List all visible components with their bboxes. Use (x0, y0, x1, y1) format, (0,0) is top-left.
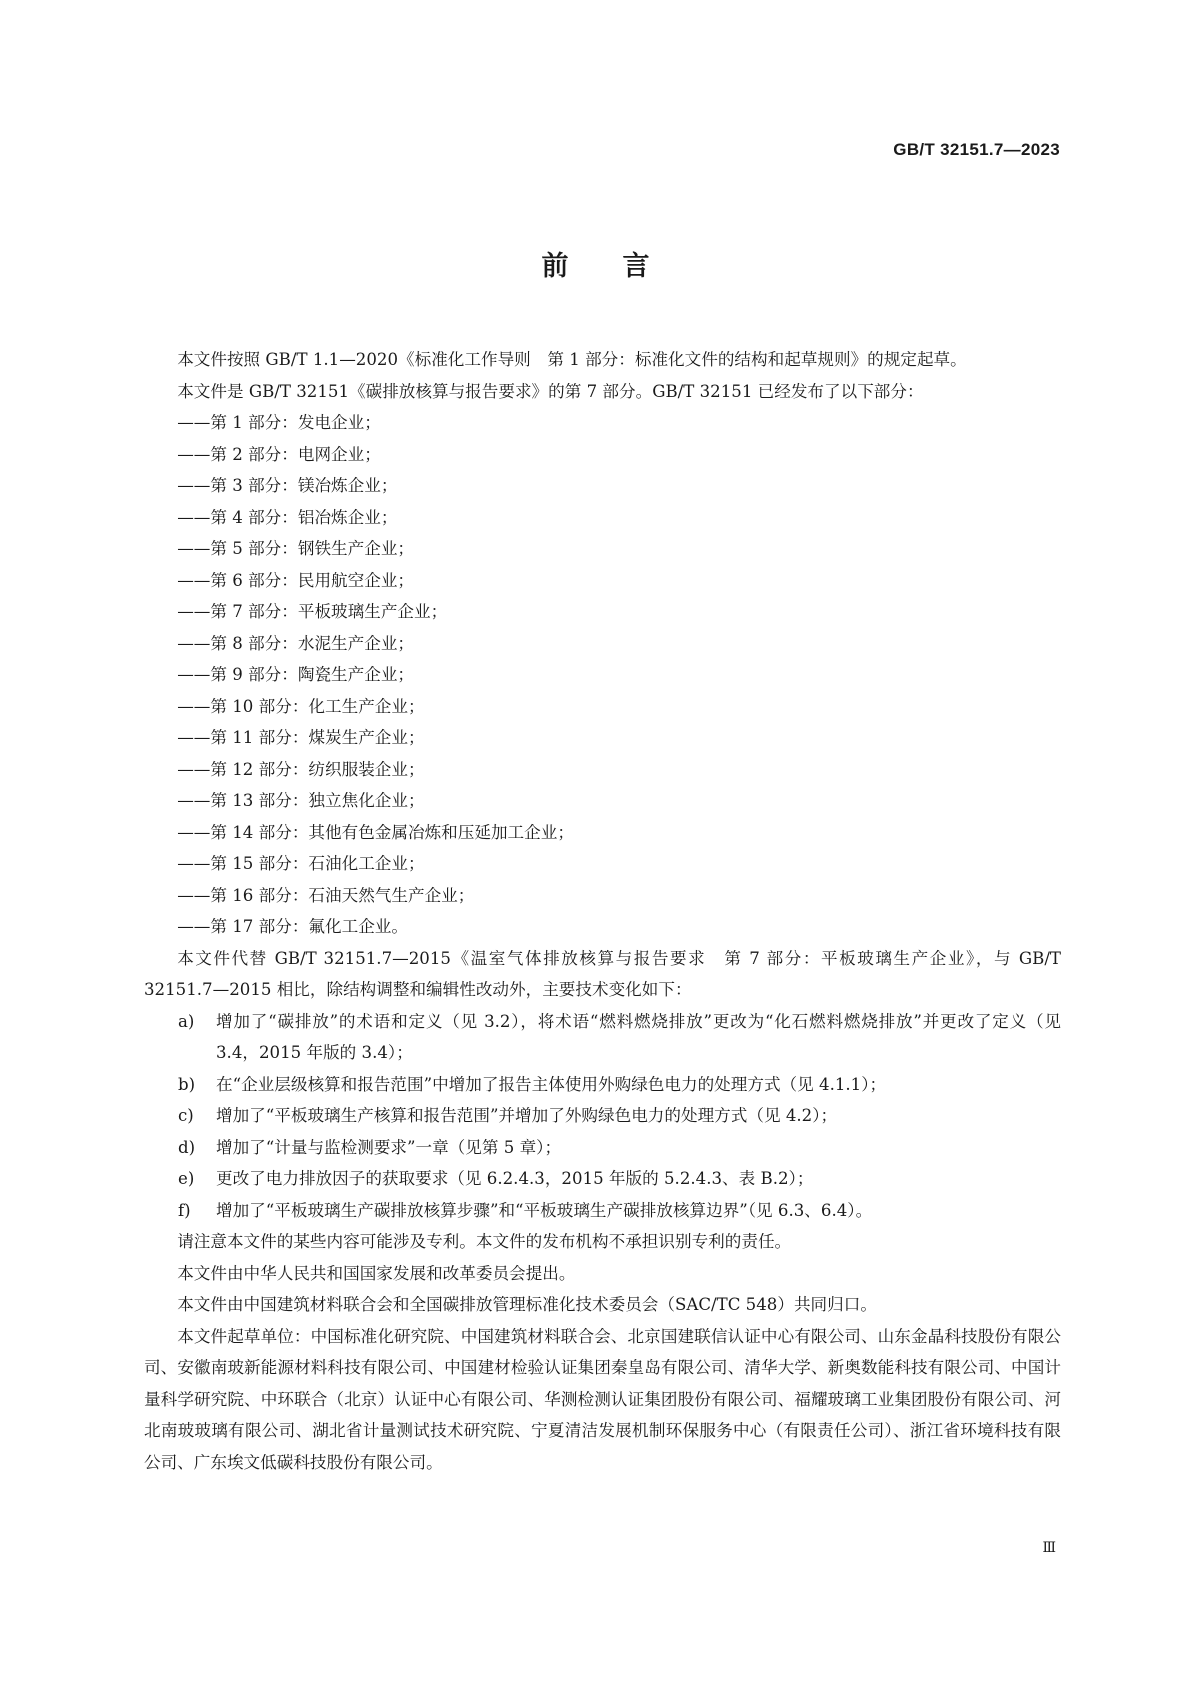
intro-paragraph-parts: 本文件是 GB/T 32151《碳排放核算与报告要求》的第 7 部分。GB/T 32151 已经发布了以下部分： (177, 381, 924, 401)
list-item: ——第 17 部分：氟化工企业。 (177, 917, 408, 936)
item-text: 增加了“计量与监检测要求”一章（见第 5 章）； (216, 1137, 562, 1157)
list-item: ——第 4 部分：铝冶炼企业； (177, 507, 398, 527)
item-label: d) (178, 1137, 196, 1157)
list-item (144, 1132, 1061, 1164)
list-item: ——第 6 部分：民用航空企业； (177, 570, 415, 590)
list-item: ——第 9 部分：陶瓷生产企业； (177, 665, 415, 684)
list-item: ——第 3 部分：镁冶炼企业； (177, 476, 398, 495)
list-item (144, 1195, 1061, 1227)
intro-paragraph-drafting: 本文件按照 GB/T 1.1—2020《标准化工作导则 第 1 部分：标准化文件的结构和起草规则》的规定起草。 (177, 350, 967, 369)
item-label: c) (178, 1106, 194, 1125)
list-item: ——第 11 部分：煤炭生产企业； (177, 728, 425, 747)
management-paragraph: 本文件由中国建筑材料联合会和全国碳排放管理标准化技术委员会（SAC/TC 548）共同归口。 (177, 1295, 877, 1314)
list-item: ——第 5 部分：钢铁生产企业； (177, 539, 415, 558)
list-item: ——第 14 部分：其他有色金属冶炼和压延加工企业； (177, 822, 574, 842)
list-item: ——第 8 部分：水泥生产企业； (177, 633, 415, 653)
item-label: f) (178, 1200, 191, 1220)
list-item: ——第 1 部分：发电企业； (177, 413, 381, 432)
list-item: ——第 12 部分：纺织服装企业； (177, 759, 425, 779)
page-number: Ⅲ (1042, 1540, 1057, 1556)
item-label: b) (178, 1074, 196, 1094)
item-text: 增加了“平板玻璃生产碳排放核算步骤”和“平板玻璃生产碳排放核算边界”（见 6.3、6.4）。 (216, 1200, 873, 1220)
list-item: ——第 10 部分：化工生产企业； (177, 696, 425, 716)
list-item: ——第 15 部分：石油化工企业； (177, 854, 425, 873)
patent-notice: 请注意本文件的某些内容可能涉及专利。本文件的发布机构不承担识别专利的责任。 (177, 1232, 792, 1251)
list-item (144, 1163, 1061, 1195)
replace-paragraph: 本文件代替 GB/T 32151.7—2015《温室气体排放核算与报告要求 第 7 部分：平板玻璃生产企业》，与 GB/T 32151.7—2015 相比，除结构调整和编辑性改动外，主要技术变化如下： (144, 948, 1061, 999)
list-item (144, 1100, 1061, 1132)
list-item: ——第 16 部分：石油天然气生产企业； (177, 885, 475, 905)
item-label: a) (178, 1011, 195, 1031)
item-text: 增加了“碳排放”的术语和定义（见 3.2），将术语“燃料燃烧排放”更改为“化石燃料燃烧排放”并更改了定义（见 3.4，2015 年版的 3.4）； (216, 1011, 1061, 1062)
item-label: e) (178, 1169, 195, 1188)
list-item: ——第 2 部分：电网企业； (177, 444, 381, 464)
drafting-units-paragraph: 本文件起草单位：中国标准化研究院、中国建筑材料联合会、北京国建联信认证中心有限公司、山东金晶科技股份有限公司、安徽南玻新能源材料科技有限公司、中国建材检验认证集团秦皇岛有限公司、清华大学、新奥数能科技有限公司、中国计量科学研究院、中环联合（北京）认证中心有限公司、华测检测认证集团股份有限公司、福耀玻璃工业集团股份有限公司、河北南玻玻璃有限公司、湖北省计量测试技术研究院、宁夏清洁发展机制环保服务中心（有限责任公司）、浙江省环境科技有限公司、广东埃文低碳科技股份有限公司。 (144, 1326, 1061, 1472)
list-item: ——第 13 部分：独立焦化企业； (177, 791, 425, 810)
list-item: ——第 7 部分：平板玻璃生产企业； (177, 602, 448, 621)
item-text: 增加了“平板玻璃生产核算和报告范围”并增加了外购绿色电力的处理方式（见 4.2）； (216, 1106, 838, 1125)
parts-list (144, 407, 1061, 943)
list-item (144, 1006, 1061, 1069)
changes-list (144, 1006, 1061, 1227)
document-body (144, 344, 1061, 1478)
proposer-paragraph: 本文件由中华人民共和国国家发展和改革委员会提出。 (177, 1263, 576, 1283)
item-text: 更改了电力排放因子的获取要求（见 6.2.4.3，2015 年版的 5.2.4.3、表 B.2）； (216, 1169, 814, 1188)
item-text: 在“企业层级核算和报告范围”中增加了报告主体使用外购绿色电力的处理方式（见 4.1.1）； (216, 1074, 887, 1094)
document-code: GB/T 32151.7—2023 (893, 140, 1060, 159)
list-item (144, 1069, 1061, 1101)
page-title: 前言 (541, 251, 704, 282)
